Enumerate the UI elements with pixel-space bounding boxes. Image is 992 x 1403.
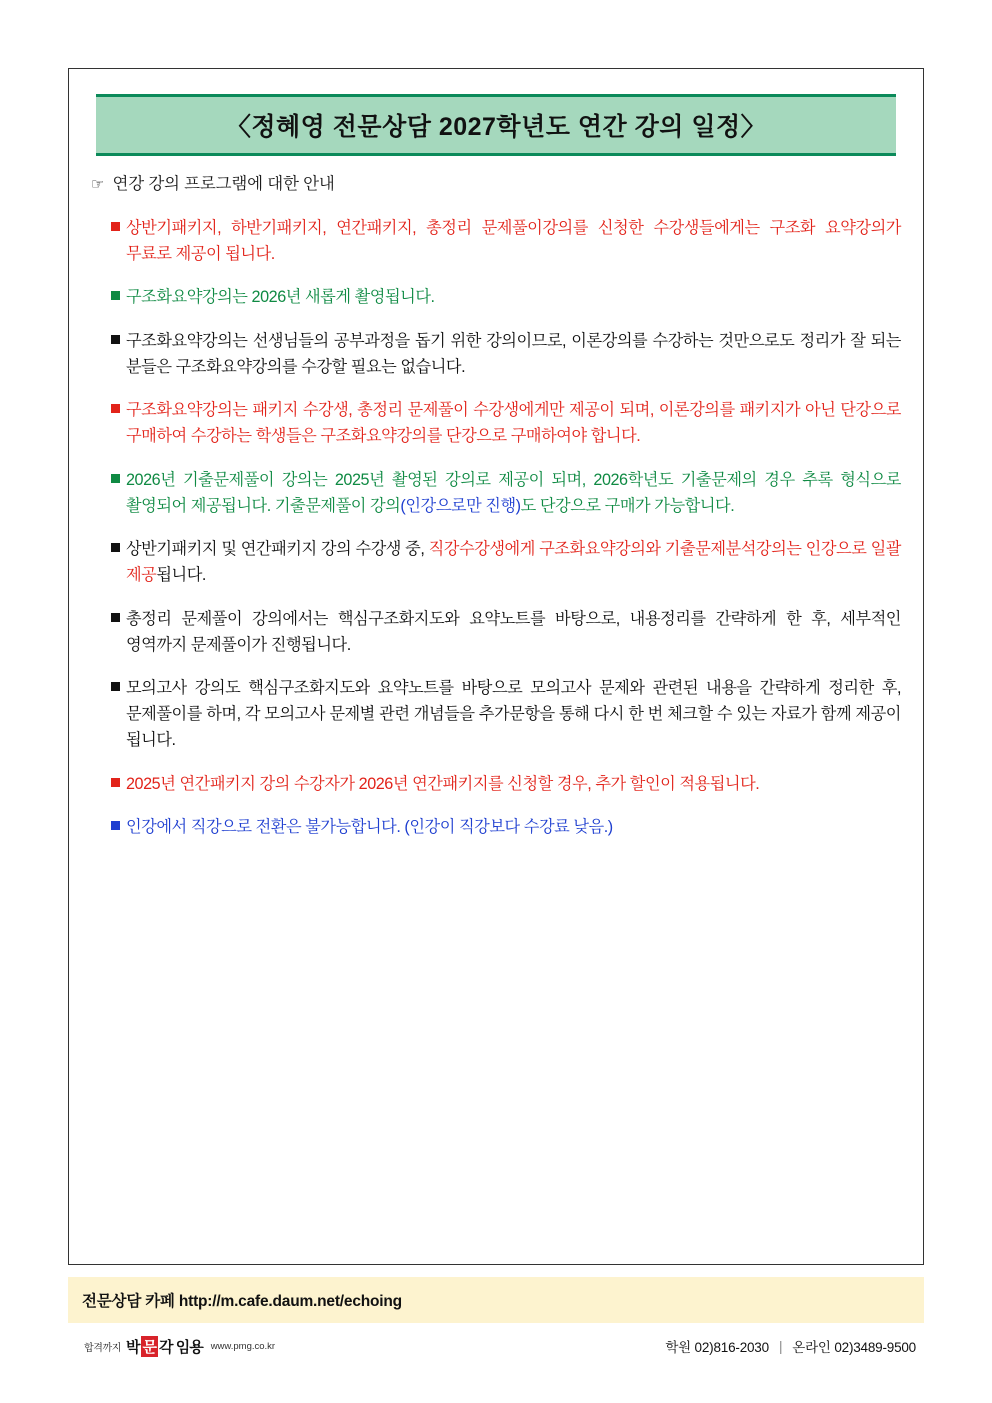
square-bullet-icon [111,404,120,413]
bullet-text-segment: 상반기패키지, 하반기패키지, 연간패키지, 총정리 문제풀이강의를 신청한 수강생들에게는 구조화 요약강의가 무료로 제공이 됩니다. [126,218,901,264]
footer-cafe-band [68,1277,924,1323]
bullet-text [126,675,901,754]
bullet-text [126,771,901,797]
square-bullet-icon [111,682,120,691]
square-bullet-icon [111,335,120,344]
bullet-item [89,215,901,267]
bullet-text [126,814,901,840]
bullet-item [89,397,901,449]
brand-logo-highlight: 문 [141,1336,159,1357]
bullet-text-segment: 상반기패키지 및 연간패키지 강의 수강생 중, [126,540,429,559]
brand-block [68,1336,275,1357]
bullet-item [89,771,901,797]
bullet-item [89,328,901,380]
bullet-item [89,284,901,310]
bullet-text-segment: 모의고사 강의도 핵심구조화지도와 요약노트를 바탕으로 모의고사 문제와 관련된 내용을 간략하게 정리한 후, 문제풀이를 하며, 각 모의고사 문제별 관련 개념들을 추가문항을 통해 다시 한 번 체크할 수 있는 자료가 함께 제공이 됩니다. [126,678,901,750]
bullet-text-segment: 도 단강으로 구매가 가능합니다. [520,496,735,515]
square-bullet-icon [111,821,120,830]
brand-logo-post: 각 임용 [159,1338,203,1356]
bullet-text [126,606,901,658]
square-bullet-icon [111,222,120,231]
bullet-text-segment: 구조화요약강의는 패키지 수강생, 총정리 문제풀이 수강생에게만 제공이 되며, 이론강의를 패키지가 아닌 단강으로 구매하여 수강하는 학생들은 구조화요약강의를 단강으로 구매하여야 합니다. [126,401,901,446]
footer-bottom [68,1326,924,1366]
bullet-text-segment: 구조화요약강의는 2026년 새롭게 촬영됩니다. [126,288,435,307]
bullet-text-segment: 2025년 연간패키지 강의 수강자가 2026년 연간패키지를 신청할 경우, 추가 할인이 적용됩니다. [126,774,760,793]
document-body [89,173,901,857]
bullet-text [126,328,901,380]
bullet-text-segment: 총정리 문제풀이 강의에서는 핵심구조화지도와 요약노트를 바탕으로, 내용정리를 간략하게 한 후, 세부적인 영역까지 문제풀이가 진행됩니다. [126,609,901,654]
brand-logo-pre: 박 [126,1338,140,1356]
bullet-text [126,284,901,310]
bullet-item [89,606,901,658]
bullet-text [126,215,901,267]
bullet-text-segment: 됩니다. [156,566,206,585]
brand-slogan: 합격까지 [84,1342,122,1354]
intro-line [89,173,901,197]
footer-cafe-link[interactable]: 전문상담 카페 http://m.cafe.daum.net/echoing [82,1293,402,1310]
document-frame [68,68,924,1265]
square-bullet-icon [111,543,120,552]
brand-url: www.pmg.co.kr [210,1340,276,1352]
bullet-text-segment: 2026년 기출문제풀이 강의는 2025년 촬영된 강의로 제공이 되며, 2026학년도 기출문제의 경우 추록 형식으로 촬영되어 제공됩니다. 기출문제풀이 강의 [126,470,901,515]
bullet-text-segment: 구조화요약강의는 선생님들의 공부과정을 돕기 위한 강의이므로, 이론강의를 수강하는 것만으로도 정리가 잘 되는 분들은 구조화요약강의를 수강할 필요는 없습니다. [126,331,901,376]
square-bullet-icon [111,613,120,622]
bullet-text-segment: 직강수강생에게 구조화요약강의와 기출문제분석강의는 인강으로 일괄 제공 [126,540,901,585]
bullet-text [126,467,901,519]
online-phone: 온라인 02)3489-9500 [792,1340,916,1355]
bullet-text-segment: 인강에서 직강으로 전환은 불가능합니다. (인강이 직강보다 수강료 낮음.) [126,817,613,836]
bullet-item [89,814,901,840]
square-bullet-icon [111,778,120,787]
pointing-hand-icon: ☞ [91,176,105,193]
intro-text: 연강 강의 프로그램에 대한 안내 [112,175,335,193]
bullet-text [126,536,901,588]
document-title-band [96,94,896,156]
square-bullet-icon [111,291,120,300]
bullet-item [89,467,901,519]
brand-logo [126,1336,203,1357]
square-bullet-icon [111,474,120,483]
bullet-item [89,536,901,588]
academy-phone: 학원 02)816-2030 [665,1340,769,1355]
page-title: 〈정혜영 전문상담 2027학년도 연간 강의 일정〉 [225,113,767,141]
bullet-list [89,215,901,840]
bullet-item [89,675,901,754]
contact-separator: | [778,1338,783,1354]
bullet-text [126,397,901,449]
contact-info [665,1336,924,1356]
bullet-text-segment: (인강으로만 진행) [400,496,521,515]
